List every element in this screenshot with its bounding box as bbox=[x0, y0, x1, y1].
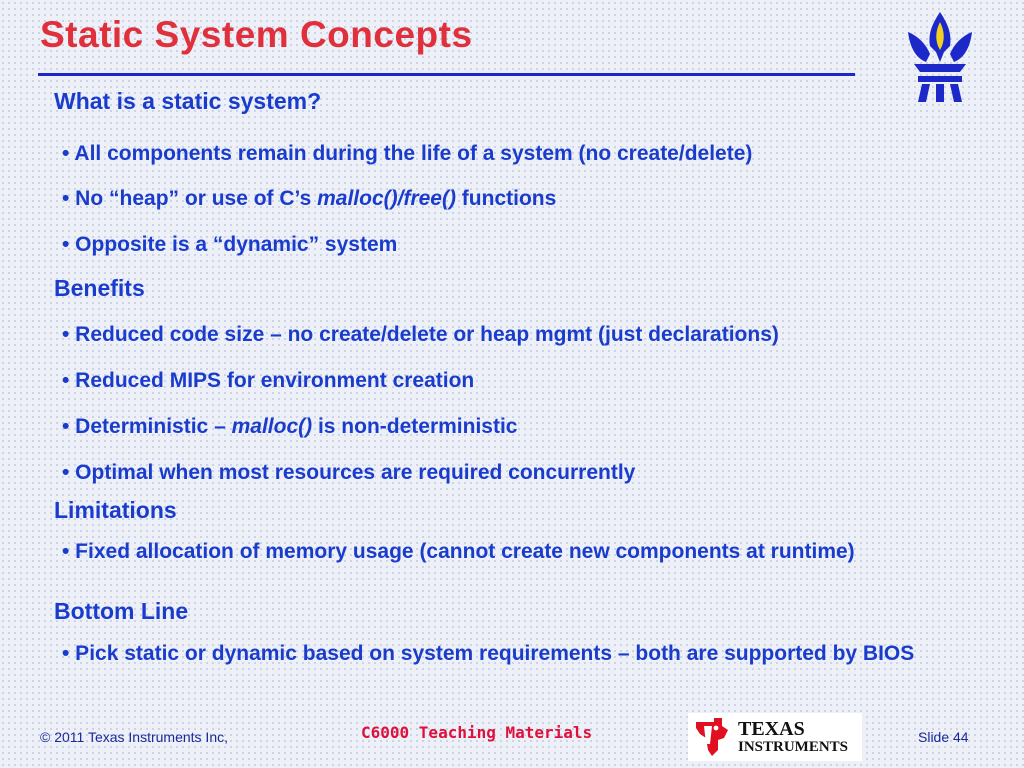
footer-copyright: © 2011 Texas Instruments Inc, bbox=[40, 729, 229, 745]
bullet-opposite-dynamic: • Opposite is a “dynamic” system bbox=[62, 233, 398, 256]
title-divider bbox=[38, 73, 855, 76]
bullet-no-heap: • No “heap” or use of C’s malloc()/free() functions bbox=[62, 187, 557, 210]
footer-course-name: C6000 Teaching Materials bbox=[361, 723, 593, 742]
ti-wordmark-line2: INSTRUMENTS bbox=[738, 739, 849, 755]
ti-wordmark bbox=[738, 720, 848, 756]
bullet-fixed-allocation: • Fixed allocation of memory usage (cannot create new components at runtime) bbox=[62, 540, 855, 563]
university-emblem-icon bbox=[900, 10, 980, 104]
bullet-optimal-resources: • Optimal when most resources are required concurrently bbox=[62, 461, 636, 484]
texas-instruments-logo-icon bbox=[692, 716, 732, 758]
heading-benefits: Benefits bbox=[54, 275, 145, 301]
bullet-deterministic: • Deterministic – malloc() is non-deterministic bbox=[62, 415, 518, 438]
heading-static-system: What is a static system? bbox=[54, 88, 322, 114]
heading-bottom-line: Bottom Line bbox=[54, 598, 189, 624]
slide-title: Static System Concepts bbox=[40, 14, 473, 55]
heading-limitations: Limitations bbox=[54, 497, 177, 523]
ti-wordmark-line1: TEXAS bbox=[738, 718, 805, 740]
slide-number: Slide 44 bbox=[918, 729, 969, 745]
bullet-reduced-code-size: • Reduced code size – no create/delete or heap mgmt (just declarations) bbox=[62, 323, 779, 346]
bullet-pick-static-dynamic: • Pick static or dynamic based on system requirements – both are supported by BIOS bbox=[62, 642, 915, 665]
bullet-reduced-mips: • Reduced MIPS for environment creation bbox=[62, 369, 475, 392]
bullet-all-components: • All components remain during the life of a system (no create/delete) bbox=[62, 142, 753, 165]
